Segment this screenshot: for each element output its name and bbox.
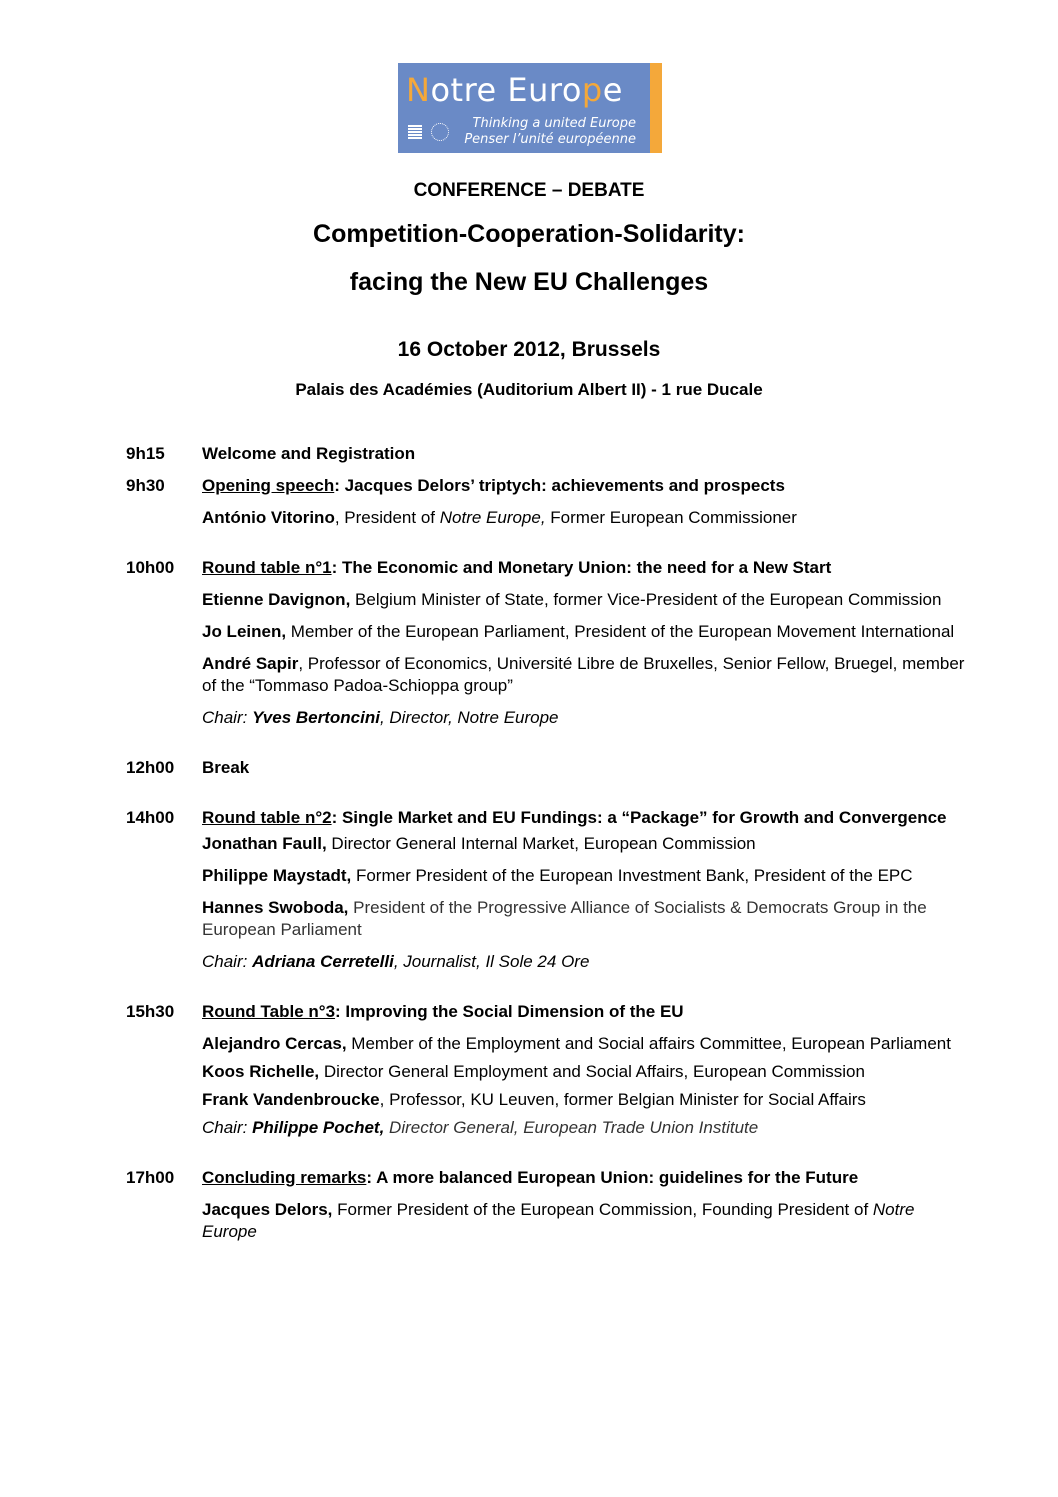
speaker-role: Director General Internal Market, European Commission [326, 834, 756, 853]
chair-role: , Director, Notre Europe [379, 708, 559, 727]
logo-title-end: e [602, 71, 623, 109]
speaker-role: Belgium Minister of State, former Vice-President of the European Commission [350, 590, 942, 609]
time: 15h30 [126, 1002, 175, 1021]
speaker-role-italic: Notre Europe, [439, 508, 546, 527]
logo-title-accent: p [581, 71, 603, 109]
speaker-role-end: Former European Commissioner [545, 508, 797, 527]
chair-role: , Journalist, Il Sole 24 Ore [393, 952, 590, 971]
speaker-role: President of the Progressive Alliance of Socialists & Democrats Group in the European Parliament [202, 898, 927, 939]
session-label: Round table n°2 [202, 808, 332, 827]
session-title: : A more balanced European Union: guidelines for the Future [366, 1168, 859, 1187]
speaker-role: , President of [334, 508, 440, 527]
tagline-fr: Penser l’unité européenne [464, 132, 636, 147]
agenda-item-welcome [126, 443, 966, 465]
event-title-line1: Competition-Cooperation-Solidarity: [313, 220, 745, 248]
speaker [202, 507, 966, 529]
chair [202, 951, 966, 973]
time: 14h00 [126, 808, 175, 827]
time: 17h00 [126, 1168, 175, 1187]
speaker-role: Former President of the European Investment Bank, President of the EPC [351, 866, 913, 885]
speaker-name: Philippe Maystadt, [202, 866, 352, 885]
document-lines-icon [408, 125, 422, 140]
speaker-name: André Sapir [202, 654, 299, 673]
speaker [202, 1199, 966, 1243]
speaker-role: , Professor, KU Leuven, former Belgian Minister for Social Affairs [379, 1090, 866, 1109]
speaker-name: Alejandro Cercas, [202, 1034, 347, 1053]
speaker [202, 1061, 966, 1083]
speaker [202, 865, 966, 887]
session-title: : The Economic and Monetary Union: the need for a New Start [331, 558, 832, 577]
speaker-name: Jacques Delors, [202, 1200, 333, 1219]
speaker [202, 897, 966, 941]
logo-tagline [464, 116, 636, 148]
chair [202, 707, 966, 729]
speaker [202, 1089, 966, 1111]
session-title: : Single Market and EU Fundings: a “Package” for Growth and Convergence [331, 808, 947, 827]
speaker-name: António Vitorino [202, 508, 335, 527]
speaker-role: Member of the European Parliament, President of the European Movement International [286, 622, 955, 641]
session-label: Round table n°1 [202, 558, 332, 577]
chair-label: Chair: [202, 708, 253, 727]
speaker-name: Jo Leinen, [202, 622, 287, 641]
speaker-role: Former President of the European Commission, Founding President of [332, 1200, 873, 1219]
speaker-name: Hannes Swoboda, [202, 898, 349, 917]
session-label: Round Table n°3 [202, 1002, 336, 1021]
session-title: : Improving the Social Dimension of the EU [335, 1002, 684, 1021]
speaker [202, 1033, 966, 1055]
speaker [202, 589, 966, 611]
agenda-item-round-table-2 [126, 807, 966, 973]
time: 12h00 [126, 758, 175, 777]
speaker-name: Jonathan Faull, [202, 834, 327, 853]
session-title: Welcome and Registration [202, 444, 416, 463]
chair-name: Adriana Cerretelli [252, 952, 394, 971]
time: 9h15 [126, 444, 165, 463]
agenda-item-closing [126, 1167, 966, 1243]
logo-title-initial: N [406, 71, 431, 109]
logo-accent-bar [650, 63, 662, 153]
chair-label: Chair: [202, 952, 253, 971]
chair-name: Yves Bertoncini [252, 708, 380, 727]
notre-europe-logo [398, 63, 662, 153]
speaker-name: Etienne Davignon, [202, 590, 351, 609]
event-date: 16 October 2012, Brussels [397, 338, 661, 361]
speaker [202, 621, 966, 643]
session-title: : Jacques Delors’ triptych: achievements and prospects [334, 476, 785, 495]
time: 9h30 [126, 476, 165, 495]
session-title: Break [202, 758, 250, 777]
agenda-item-round-table-3 [126, 1001, 966, 1139]
eu-stars-icon [431, 123, 449, 141]
session-label: Concluding remarks [202, 1168, 367, 1187]
speaker [202, 833, 966, 855]
speaker-role: Member of the Employment and Social affairs Committee, European Parliament [346, 1034, 951, 1053]
logo-title [406, 71, 623, 109]
speaker-name: Frank Vandenbroucke [202, 1090, 380, 1109]
speaker-role-italic: Notre Europe [202, 1200, 915, 1241]
chair-role: Director General, European Trade Union Institute [384, 1118, 759, 1137]
time: 10h00 [126, 558, 175, 577]
chair-name: Philippe Pochet, [252, 1118, 385, 1137]
logo-title-mid: otre Euro [430, 71, 582, 109]
logo-background [398, 63, 650, 153]
speaker-role: , Professor of Economics, Université Libre de Bruxelles, Senior Fellow, Bruegel, member of the “Tommaso Padoa-Schioppa group” [202, 654, 965, 695]
chair [202, 1117, 966, 1139]
agenda-item-opening [126, 475, 966, 529]
event-type: CONFERENCE – DEBATE [413, 180, 645, 201]
event-venue: Palais des Académies (Auditorium Albert II) - 1 rue Ducale [295, 380, 763, 399]
speaker [202, 653, 966, 697]
agenda-item-break [126, 757, 966, 779]
chair-label: Chair: [202, 1118, 253, 1137]
agenda [126, 443, 966, 1253]
speaker-role: Director General Employment and Social Affairs, European Commission [319, 1062, 865, 1081]
event-title-line2: facing the New EU Challenges [349, 268, 709, 296]
agenda-item-round-table-1 [126, 557, 966, 729]
session-label: Opening speech [202, 476, 335, 495]
tagline-en: Thinking a united Europe [472, 116, 636, 131]
speaker-name: Koos Richelle, [202, 1062, 320, 1081]
